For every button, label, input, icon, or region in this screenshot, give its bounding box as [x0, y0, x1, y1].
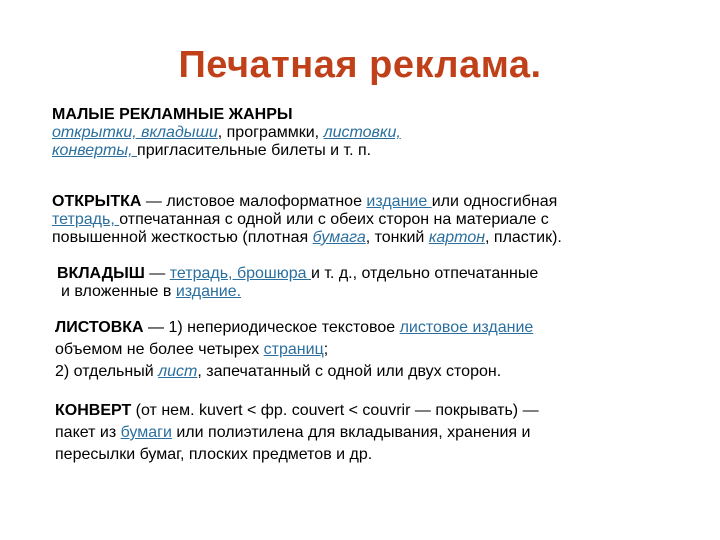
envelope-line-2 — [55, 424, 539, 442]
postcard-text: , пластик). — [485, 229, 562, 246]
genres-text: , программки, — [217, 124, 324, 141]
insert-text: и вложенные в — [61, 283, 176, 300]
link-paper-2[interactable]: бумаги — [120, 424, 172, 441]
leaflet-text: объемом не более четырех — [55, 341, 264, 358]
leaflet-section — [55, 319, 533, 381]
insert-line-1 — [57, 265, 538, 283]
envelope-section — [55, 402, 539, 464]
postcard-text: повышенной жесткостью (плотная — [52, 229, 313, 246]
postcard-text: или односгибная — [431, 193, 558, 210]
envelope-text: пакет из — [55, 424, 121, 441]
insert-section — [57, 265, 538, 301]
postcard-section — [52, 193, 562, 247]
envelope-line-3 — [55, 446, 539, 464]
insert-text: — — [144, 265, 170, 282]
leaflet-text: — 1) непериодическое текстовое — [143, 319, 400, 336]
postcard-text: , тонкий — [365, 229, 429, 246]
envelope-text: (от нем. kuvert < фр. couvert < couvrir — покрывать) — — [131, 402, 539, 419]
link-paper[interactable]: бумага — [312, 229, 366, 246]
genres-text: пригласительные билеты и т. п. — [137, 142, 372, 159]
envelope-line-1 — [55, 402, 539, 420]
link-sheet[interactable]: лист — [158, 363, 198, 380]
leaflet-text: 2) отдельный — [55, 363, 159, 380]
postcard-term: ОТКРЫТКА — [52, 193, 142, 210]
insert-term: ВКЛАДЫШ — [57, 265, 145, 282]
link-postcards-inserts[interactable]: открытки, вкладыши — [52, 124, 218, 141]
link-pages[interactable]: страниц — [263, 341, 324, 358]
leaflet-line-3 — [55, 363, 533, 381]
postcard-text: отпечатанная с одной или с обеих сторон на материале с — [119, 211, 549, 228]
link-leaflets[interactable]: листовки, — [323, 124, 401, 141]
postcard-line-3 — [52, 229, 562, 247]
link-notebook-brochure[interactable]: тетрадь, брошюра — [169, 265, 311, 282]
link-edition-2[interactable]: издание. — [175, 283, 242, 300]
genres-line-1 — [52, 124, 401, 142]
link-notebook[interactable]: тетрадь, — [52, 211, 120, 228]
insert-text: и т. д., отдельно отпечатанные — [310, 265, 539, 282]
envelope-text: пересылки бумаг, плоских предметов и др. — [55, 446, 373, 463]
genres-heading: МАЛЫЕ РЕКЛАМНЫЕ ЖАНРЫ — [52, 106, 293, 123]
link-cardboard[interactable]: картон — [428, 229, 486, 246]
leaflet-term: ЛИСТОВКА — [55, 319, 144, 336]
page-title: Печатная реклама. — [178, 44, 542, 86]
insert-line-2 — [57, 283, 538, 301]
link-edition[interactable]: издание — [366, 193, 432, 210]
envelope-text: или полиэтилена для вкладывания, хранения и — [171, 424, 531, 441]
postcard-text: — листовое малоформатное — [141, 193, 367, 210]
genres-line-2 — [52, 142, 401, 160]
leaflet-text: , запечатанный с одной или двух сторон. — [197, 363, 502, 380]
postcard-line-1 — [52, 193, 562, 211]
link-envelopes[interactable]: конверты, — [52, 142, 138, 159]
leaflet-text: ; — [323, 341, 329, 358]
genres-section — [52, 106, 401, 160]
postcard-line-2 — [52, 211, 562, 229]
link-sheet-edition[interactable]: листовое издание — [399, 319, 534, 336]
leaflet-line-2 — [55, 341, 533, 359]
leaflet-line-1 — [55, 319, 533, 337]
envelope-term: КОНВЕРТ — [55, 402, 132, 419]
